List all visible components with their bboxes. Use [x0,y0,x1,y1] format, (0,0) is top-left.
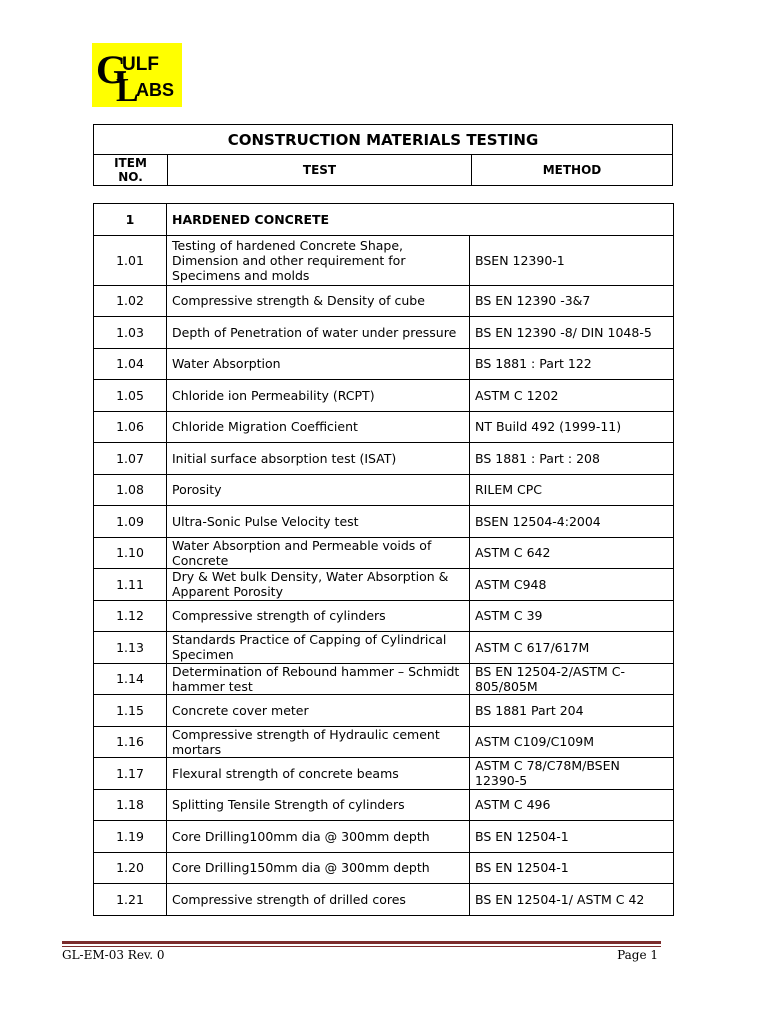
item-number: 1.20 [94,852,167,884]
test-method: RILEM CPC [470,474,674,506]
table-row [94,758,674,790]
item-number: 1.15 [94,695,167,727]
test-method: ASTM C 1202 [470,380,674,412]
test-method: BS EN 12504-1 [470,852,674,884]
test-name: Compressive strength of cylinders [167,600,470,632]
table-row [94,632,674,664]
test-method: BS EN 12390 -8/ DIN 1048-5 [470,317,674,349]
section-row [94,204,674,236]
table-row [94,506,674,538]
column-header-no: NO. [118,170,143,184]
test-method: ASTM C948 [470,569,674,601]
item-number: 1.12 [94,600,167,632]
item-number: 1.03 [94,317,167,349]
gulf-labs-logo-mark [92,43,182,107]
tests-table [93,203,674,916]
item-number: 1.13 [94,632,167,664]
table-row [94,695,674,727]
item-number: 1.02 [94,285,167,317]
test-method: BSEN 12390-1 [470,235,674,285]
item-number: 1.04 [94,348,167,380]
test-name: Core Drilling150mm dia @ 300mm depth [167,852,470,884]
table-row [94,285,674,317]
table-row [94,726,674,758]
test-method: BS EN 12504-1/ ASTM C 42 [470,884,674,916]
table-row [94,884,674,916]
test-name: Compressive strength & Density of cube [167,285,470,317]
test-name: Chloride Migration Coefficient [167,411,470,443]
test-method: ASTM C 78/C78M/BSEN 12390-5 [470,758,674,790]
table-row [94,537,674,569]
test-method: BS EN 12504-2/ASTM C-805/805M [470,663,674,695]
test-method: BS EN 12390 -3&7 [470,285,674,317]
column-header-item: ITEM [114,156,147,170]
item-number: 1.10 [94,537,167,569]
svg-text:G: G [96,47,128,92]
test-method: BS 1881 : Part 122 [470,348,674,380]
test-method: ASTM C 617/617M [470,632,674,664]
test-method: ASTM C 496 [470,789,674,821]
test-name: Flexural strength of concrete beams [167,758,470,790]
table-row [94,348,674,380]
section-title: HARDENED CONCRETE [167,204,674,236]
item-number: 1.19 [94,821,167,853]
test-name: Compressive strength of Hydraulic cement mortars [167,726,470,758]
table-row [94,474,674,506]
test-name: Concrete cover meter [167,695,470,727]
item-number: 1.05 [94,380,167,412]
test-method: BS 1881 Part 204 [470,695,674,727]
item-number: 1.18 [94,789,167,821]
svg-text:ULF: ULF [122,54,159,75]
test-name: Standards Practice of Capping of Cylindrical Specimen [167,632,470,664]
test-name: Ultra-Sonic Pulse Velocity test [167,506,470,538]
table-row [94,821,674,853]
test-name: Determination of Rebound hammer – Schmidt hammer test [167,663,470,695]
test-method: ASTM C 642 [470,537,674,569]
test-method: ASTM C 39 [470,600,674,632]
test-method: BS EN 12504-1 [470,821,674,853]
item-number: 1.06 [94,411,167,443]
document-reference: GL-EM-03 Rev. 0 [62,948,165,962]
column-header-item-no [94,155,168,186]
column-header-test: TEST [168,155,472,186]
item-number: 1.01 [94,235,167,285]
test-method: ASTM C109/C109M [470,726,674,758]
item-number: 1.14 [94,663,167,695]
table-row [94,569,674,601]
svg-text:ABS: ABS [136,80,175,100]
gulf-labs-logo [92,43,182,107]
page-title: CONSTRUCTION MATERIALS TESTING [94,125,673,155]
table-row [94,852,674,884]
item-number: 1.17 [94,758,167,790]
table-row [94,380,674,412]
section-number: 1 [94,204,167,236]
test-name: Splitting Tensile Strength of cylinders [167,789,470,821]
item-number: 1.09 [94,506,167,538]
item-number: 1.21 [94,884,167,916]
test-name: Porosity [167,474,470,506]
column-header-method: METHOD [472,155,673,186]
table-row [94,317,674,349]
table-row [94,411,674,443]
table-row [94,600,674,632]
test-method: NT Build 492 (1999-11) [470,411,674,443]
test-name: Testing of hardened Concrete Shape, Dimension and other requirement for Specimens and molds [167,235,470,285]
table-row [94,663,674,695]
item-number: 1.07 [94,443,167,475]
test-method: BS 1881 : Part : 208 [470,443,674,475]
table-row [94,443,674,475]
test-name: Dry & Wet bulk Density, Water Absorption & Apparent Porosity [167,569,470,601]
item-number: 1.08 [94,474,167,506]
item-number: 1.11 [94,569,167,601]
table-row [94,235,674,285]
footer-rule-thin [62,946,661,947]
test-name: Depth of Penetration of water under pressure [167,317,470,349]
page-number: Page 1 [617,948,658,962]
test-name: Water Absorption [167,348,470,380]
test-name: Initial surface absorption test (ISAT) [167,443,470,475]
test-name: Water Absorption and Permeable voids of Concrete [167,537,470,569]
header-table [93,124,673,186]
test-name: Chloride ion Permeability (RCPT) [167,380,470,412]
table-row [94,789,674,821]
test-name: Compressive strength of drilled cores [167,884,470,916]
test-name: Core Drilling100mm dia @ 300mm depth [167,821,470,853]
test-method: BSEN 12504-4:2004 [470,506,674,538]
item-number: 1.16 [94,726,167,758]
svg-text:L: L [116,72,139,107]
footer-rule [62,941,661,944]
